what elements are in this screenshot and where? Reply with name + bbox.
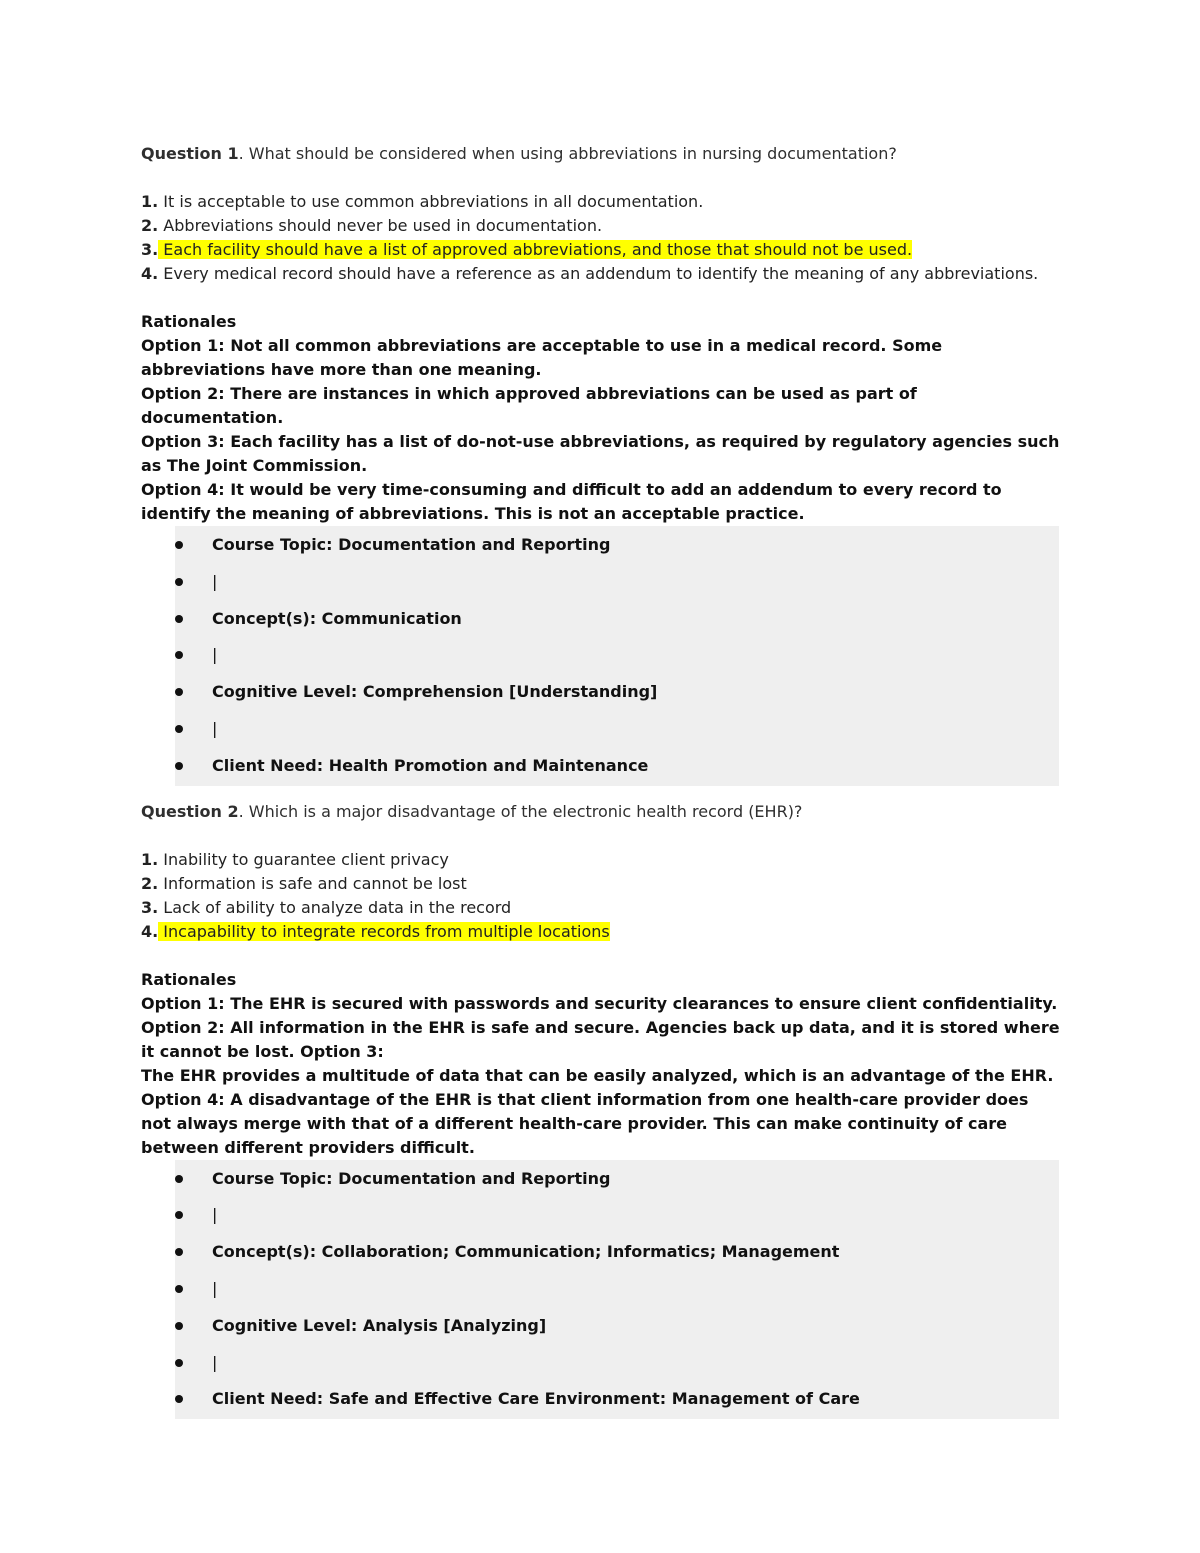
option-text: Information is safe and cannot be lost (158, 873, 467, 893)
option-text: Inability to guarantee client privacy (158, 849, 449, 869)
bullet-icon (175, 762, 183, 770)
meta-separator: | (175, 638, 1059, 675)
answer-option-2 (141, 214, 1061, 238)
option-text-highlighted: Each facility should have a list of approved abbreviations, and those that should not be used. (158, 240, 913, 259)
meta-concepts: Concept(s): Communication (175, 602, 1059, 639)
meta-cognitive-level: Cognitive Level: Analysis [Analyzing] (175, 1309, 1059, 1346)
meta-separator: | (175, 1198, 1059, 1235)
rationale-option-4: Option 4: A disadvantage of the EHR is that client information from one health-care provider does not always merge with that of a different health-care provider. This can make continuity of care between different providers difficult. (141, 1089, 1029, 1157)
bullet-icon (175, 1175, 183, 1183)
option-number: 4. (141, 921, 159, 941)
answer-option-2 (141, 872, 1061, 896)
bullet-icon (175, 688, 183, 696)
question-text: . Which is a major disadvantage of the electronic health record (EHR)? (238, 801, 803, 821)
option-text-highlighted: Incapability to integrate records from multiple locations (158, 921, 610, 941)
option-number: 1. (141, 849, 159, 869)
question-metadata (175, 1160, 1059, 1420)
rationale-option-2: Option 2: There are instances in which approved abbreviations can be used as part of documentation. (141, 384, 917, 427)
meta-cognitive-level: Cognitive Level: Comprehension [Understanding] (175, 675, 1059, 712)
question-1 (141, 142, 1061, 786)
meta-course-topic: Course Topic: Documentation and Reporting (175, 1162, 1059, 1199)
rationale-option-1: Option 1: The EHR is secured with passwords and security clearances to ensure client confidentiality. (141, 993, 1058, 1013)
answer-option-3-correct (141, 238, 1061, 262)
option-number: 2. (141, 873, 159, 893)
question-metadata (175, 526, 1059, 786)
option-text: Lack of ability to analyze data in the record (158, 897, 512, 917)
answer-option-1 (141, 848, 1061, 872)
question-label: Question 2 (141, 801, 239, 821)
question-2 (141, 800, 1061, 1420)
rationale-option-2: Option 2: All information in the EHR is safe and secure. Agencies back up data, and it is stored where it cannot be lost. Option 3: (141, 1017, 1060, 1061)
bullet-icon (175, 651, 183, 659)
option-number: 4. (141, 264, 159, 283)
question-label: Question 1 (141, 144, 239, 163)
meta-separator: | (175, 565, 1059, 602)
question-title (141, 142, 1061, 166)
meta-separator: | (175, 1346, 1059, 1383)
answer-option-4 (141, 262, 1061, 286)
bullet-icon (175, 578, 183, 586)
question-text: . What should be considered when using abbreviations in nursing documentation? (238, 144, 897, 163)
question-title (141, 800, 1061, 824)
option-number: 2. (141, 216, 159, 235)
bullet-icon (175, 725, 183, 733)
option-text: Every medical record should have a reference as an addendum to identify the meaning of any abbreviations. (158, 264, 1039, 283)
document-page (141, 142, 1061, 1433)
option-text: It is acceptable to use common abbreviations in all documentation. (158, 192, 704, 211)
bullet-icon (175, 1211, 183, 1219)
answer-option-1 (141, 190, 1061, 214)
answer-option-3 (141, 896, 1061, 920)
meta-course-topic: Course Topic: Documentation and Reporting (175, 528, 1059, 565)
bullet-icon (175, 1285, 183, 1293)
rationale-option-4: Option 4: It would be very time-consuming and difficult to add an addendum to every record to identify the meaning of abbreviations. This is not an acceptable practice. (141, 480, 1002, 523)
answer-option-4-correct (141, 920, 1061, 944)
option-text: Abbreviations should never be used in documentation. (158, 216, 603, 235)
option-number: 1. (141, 192, 159, 211)
meta-separator: | (175, 712, 1059, 749)
bullet-icon (175, 1322, 183, 1330)
rationales-heading: Rationales (141, 312, 237, 331)
rationale-option-1: Option 1: Not all common abbreviations are acceptable to use in a medical record. Some abbreviations have more than one meaning. (141, 336, 943, 379)
rationale-option-3: Option 3: Each facility has a list of do-not-use abbreviations, as required by regulatory agencies such as The Joint Commission. (141, 432, 1060, 475)
rationale-option-3: The EHR provides a multitude of data that can be easily analyzed, which is an advantage of the EHR. (141, 1065, 1054, 1085)
meta-concepts: Concept(s): Collaboration; Communication; Informatics; Management (175, 1235, 1059, 1272)
bullet-icon (175, 1359, 183, 1367)
meta-separator: | (175, 1272, 1059, 1309)
option-number: 3. (141, 897, 159, 917)
rationales-heading: Rationales (141, 969, 237, 989)
option-number: 3. (141, 240, 159, 259)
bullet-icon (175, 615, 183, 623)
meta-client-need: Client Need: Health Promotion and Maintenance (175, 749, 1059, 786)
bullet-icon (175, 541, 183, 549)
bullet-icon (175, 1395, 183, 1403)
bullet-icon (175, 1248, 183, 1256)
meta-client-need: Client Need: Safe and Effective Care Environment: Management of Care (175, 1382, 1059, 1419)
